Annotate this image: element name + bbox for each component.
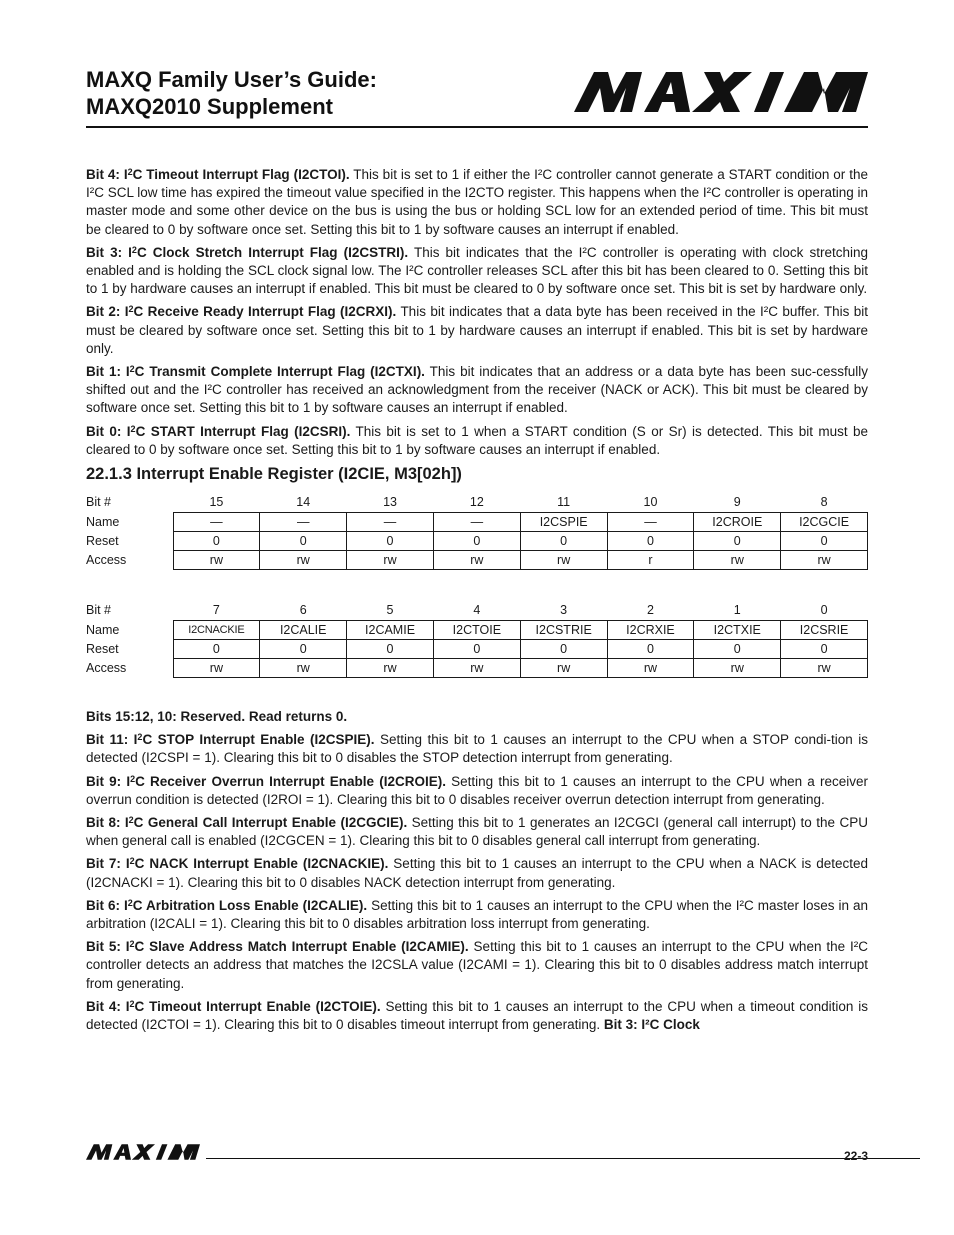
bit-number: 2 bbox=[646, 603, 654, 618]
access-type: rw bbox=[433, 659, 520, 678]
register-row-bit bbox=[86, 600, 868, 621]
bit-number: 11 bbox=[557, 495, 571, 510]
bit-field-text: This bit is set to 1 if either the I²C controller cannot generate a START condition or the I²C SCL low time has expired the timeout value specified in the I2CTO register. This happens when the I²C controller is operating in master mode and some other device on the bus is using the bus or holding SCL low for an extended period of time. This bit must be cleared to 0 by software once set. Setting this bit to 1 by software causes an interrupt if enabled. bbox=[86, 167, 868, 237]
reset-value: 0 bbox=[260, 640, 347, 659]
bit-field-title: Bit 3: $I^2C$ Clock Stretch Interrupt Flag (I2CSTRI). bbox=[86, 244, 409, 260]
register-table-low bbox=[86, 600, 868, 678]
title-line-1: MAXQ Family User’s Guide: bbox=[86, 67, 377, 92]
page-content bbox=[86, 166, 868, 1039]
title-line-2: MAXQ2010 Supplement bbox=[86, 94, 333, 119]
bit-field-title: Bit 1: $I^2C$ Transmit Complete Interrupt Flag (I2CTXI). bbox=[86, 364, 425, 380]
access-type: rw bbox=[781, 551, 868, 570]
access-type: rw bbox=[347, 659, 434, 678]
bit-description bbox=[86, 938, 868, 993]
reserved-note: Bits 15:12, 10: Reserved. Read returns 0. bbox=[86, 709, 348, 725]
reset-value: 0 bbox=[607, 640, 694, 659]
page-number: 22-3 bbox=[843, 1149, 868, 1163]
register-row-reset bbox=[86, 640, 868, 659]
row-label: Reset bbox=[86, 534, 119, 549]
reset-value: 0 bbox=[694, 640, 781, 659]
reset-value: 0 bbox=[173, 532, 260, 551]
reset-value: 0 bbox=[433, 640, 520, 659]
row-label: Access bbox=[86, 553, 127, 568]
reset-value: 0 bbox=[781, 532, 868, 551]
register-row-name bbox=[86, 513, 868, 532]
bit-number: 14 bbox=[296, 495, 311, 510]
bit-field-title: Bit 4: $I^2C$ Timeout Interrupt Flag (I2CTOI). bbox=[86, 167, 350, 182]
reset-value: 0 bbox=[607, 532, 694, 551]
bit-number: 10 bbox=[643, 495, 658, 510]
page-footer bbox=[86, 1144, 868, 1164]
reset-value: 0 bbox=[173, 640, 260, 659]
row-label: Reset bbox=[86, 642, 119, 657]
section-heading: 22.1.3 Interrupt Enable Register (I2CIE, M3[02h]) bbox=[86, 465, 462, 484]
reset-value: 0 bbox=[520, 640, 607, 659]
bit-field-title: Bit 0: $I^2C$ START Interrupt Flag (I2CSRI). bbox=[86, 423, 351, 439]
bit-field-text: Setting this bit to 1 generates an I2CGCI (general call interrupt) to the CPU when general call is enabled (I2CGCEN = 1). Clearing this bit to 0 disables general call interrupt from generating. bbox=[86, 815, 868, 849]
reset-value: 0 bbox=[347, 640, 434, 659]
row-label: Bit # bbox=[86, 495, 112, 510]
register-row-bit bbox=[86, 492, 868, 513]
reset-value: 0 bbox=[433, 532, 520, 551]
bit-number: 1 bbox=[733, 603, 741, 618]
bit-name: — bbox=[433, 513, 520, 532]
bit-name: — bbox=[347, 513, 434, 532]
register-row-access bbox=[86, 659, 868, 678]
header-rule bbox=[86, 126, 868, 128]
bit-field-title: Bit 7: $I^2C$ NACK Interrupt Enable (I2CNACKIE). bbox=[86, 856, 389, 872]
reset-value: 0 bbox=[694, 532, 781, 551]
bit-name: — bbox=[173, 513, 260, 532]
access-type: rw bbox=[173, 659, 260, 678]
footer-maxim-logo bbox=[86, 1144, 200, 1160]
access-type: rw bbox=[260, 659, 347, 678]
access-type: rw bbox=[347, 551, 434, 570]
reset-value: 0 bbox=[781, 640, 868, 659]
page-header bbox=[86, 66, 868, 128]
bit-name: I2CNACKIE bbox=[173, 621, 260, 640]
bit-number: 0 bbox=[820, 603, 828, 618]
row-label: Name bbox=[86, 623, 120, 638]
bit-field-title: Bit 5: $I^2C$ Slave Address Match Interrupt Enable (I2CAMIE). bbox=[86, 939, 469, 955]
row-label: Name bbox=[86, 515, 120, 530]
bit-field-text: Setting this bit to 1 causes an interrupt to the CPU when the I²C master loses in an arbitration (I2CALI = 1). Clearing this bit to 0 disables arbitration loss interrupt from generating. bbox=[86, 897, 868, 932]
bit-description bbox=[86, 998, 868, 1034]
bit-number: 6 bbox=[299, 603, 307, 618]
bit-name: — bbox=[607, 513, 694, 532]
row-label: Access bbox=[86, 661, 127, 676]
bit-name: I2CSPIE bbox=[520, 513, 607, 532]
access-type: rw bbox=[607, 659, 694, 678]
bit-description bbox=[86, 855, 868, 891]
bit-description bbox=[86, 363, 868, 418]
bit-number: 7 bbox=[212, 603, 220, 618]
bit-field-title: Bit 8: $I^2C$ General Call Interrupt Enable (I2CGCIE). bbox=[86, 815, 408, 831]
access-type: rw bbox=[433, 551, 520, 570]
access-type: rw bbox=[260, 551, 347, 570]
reset-value: 0 bbox=[260, 532, 347, 551]
access-type: rw bbox=[520, 551, 607, 570]
maxim-logo bbox=[574, 72, 868, 112]
bit-field-text: Setting this bit to 1 causes an interrupt to the CPU when a STOP condi-tion is detected (I2CSPI = 1). Clearing this bit to 0 disables the STOP detection interrupt from generating. bbox=[86, 732, 869, 766]
register-row-access bbox=[86, 551, 868, 570]
document-title bbox=[86, 66, 377, 120]
bit-number: 8 bbox=[820, 495, 828, 510]
bit-description bbox=[86, 897, 868, 933]
bit-name: I2CGCIE bbox=[781, 513, 868, 532]
bit-field-text: This bit indicates that a data byte has been received in the I²C buffer. This bit must be cleared by software once set. Setting this bit to 1 by hardware causes an interrupt if enabled. This bit is set by hardware only. bbox=[86, 304, 868, 356]
register-row-name bbox=[86, 621, 868, 640]
bit-field-text: This bit is set to 1 when a START condition (S or Sr) is detected. This bit must be cleared to 0 by software once set. Setting this bit to 1 by software causes an interrupt if enabled. bbox=[86, 423, 869, 457]
register-table-high bbox=[86, 492, 868, 570]
bit-field-text: Setting this bit to 1 causes an interrupt to the CPU when a NACK is detected (I2CNACKI = 1). Clearing this bit to 0 disables NACK detection interrupt from generating. bbox=[86, 856, 868, 890]
bit-field-title: Bit 9: $I^2C$ Receiver Overrun Interrupt Enable (I2CROIE). bbox=[86, 773, 446, 789]
bit-name: I2CSRIE bbox=[781, 621, 868, 640]
row-label: Bit # bbox=[86, 603, 112, 618]
bit-name: — bbox=[260, 513, 347, 532]
bit-field-text: Setting this bit to 1 causes an interrupt to the CPU when the I²C controller detects an address that matches the I2CSLA value (I2CAMI = 1). Clearing this bit to 0 disables address match interrupt from generating. bbox=[86, 939, 868, 991]
bit-field-text: Setting this bit to 1 causes an interrupt to the CPU when a timeout condition is detected (I2CTOI = 1). Clearing this bit to 0 disables timeout interrupt from generating. bbox=[86, 998, 868, 1033]
bit-name: I2CALIE bbox=[260, 621, 347, 640]
reset-value: 0 bbox=[347, 532, 434, 551]
bit-name: I2CTOIE bbox=[433, 621, 520, 640]
top-paragraphs bbox=[86, 166, 868, 459]
bit-name: I2CTXIE bbox=[694, 621, 781, 640]
access-type: rw bbox=[173, 551, 260, 570]
bit-number: 3 bbox=[560, 603, 568, 618]
access-type: r bbox=[607, 551, 694, 570]
bottom-paragraphs bbox=[86, 731, 868, 1034]
access-type: rw bbox=[694, 551, 781, 570]
register-row-reset bbox=[86, 532, 868, 551]
reset-value: 0 bbox=[520, 532, 607, 551]
continued-field-title: Bit 3: I²C Clock bbox=[600, 1017, 700, 1033]
bit-field-title: Bit 6: $I^2C$ Arbitration Loss Enable (I2CALIE). bbox=[86, 897, 368, 913]
bit-description bbox=[86, 423, 868, 459]
bit-field-title: Bit 2: $I^2C$ Receive Ready Interrupt Flag (I2CRXI). bbox=[86, 304, 397, 320]
bit-field-text: This bit indicates that the I²C controller is operating with clock stretching enabled and is holding the SCL clock signal low. The I²C controller releases SCL after this bit has been cleared to 0. Setting this bit to 1 by hardware causes an interrupt if enabled. This bit must be cleared to 0 by software once set. This bit is set by hardware only. bbox=[86, 244, 868, 297]
access-type: rw bbox=[781, 659, 868, 678]
bit-field-title: Bit 11: $I^2C$ STOP Interrupt Enable (I2CSPIE). bbox=[86, 732, 375, 748]
bit-number: 9 bbox=[733, 495, 741, 510]
bit-name: I2CAMIE bbox=[347, 621, 434, 640]
footer-rule bbox=[206, 1158, 920, 1159]
bit-number: 13 bbox=[383, 495, 397, 510]
bit-name: I2CROIE bbox=[694, 513, 781, 532]
bit-description bbox=[86, 773, 868, 809]
bit-number: 15 bbox=[209, 495, 224, 510]
access-type: rw bbox=[520, 659, 607, 678]
bit-field-title: Bit 4: $I^2C$ Timeout Interrupt Enable (I2CTOIE). bbox=[86, 998, 381, 1014]
access-type: rw bbox=[694, 659, 781, 678]
bit-number: 12 bbox=[469, 495, 484, 510]
bit-name: I2CSTRIE bbox=[520, 621, 607, 640]
bit-number: 5 bbox=[386, 603, 394, 618]
bit-description bbox=[86, 244, 868, 299]
bit-field-text: Setting this bit to 1 causes an interrupt to the CPU when a receiver overrun condition is detected (I2ROI = 1). Clearing this bit to 0 disables receiver overrun detection interrupt from generating. bbox=[86, 773, 868, 807]
bit-description bbox=[86, 166, 868, 239]
bit-description bbox=[86, 814, 868, 850]
bit-description bbox=[86, 303, 868, 358]
bit-name: I2CRXIE bbox=[607, 621, 694, 640]
bit-field-text: This bit indicates that an address or a data byte has been suc-cessfully shifted out and the I²C controller has received an acknowledgment from the receiver (NACK or ACK). This bit must be cleared by software once set. Setting this bit to 1 by software causes an interrupt if enabled. bbox=[86, 364, 868, 416]
bit-description bbox=[86, 731, 868, 767]
bit-number: 4 bbox=[473, 603, 481, 618]
